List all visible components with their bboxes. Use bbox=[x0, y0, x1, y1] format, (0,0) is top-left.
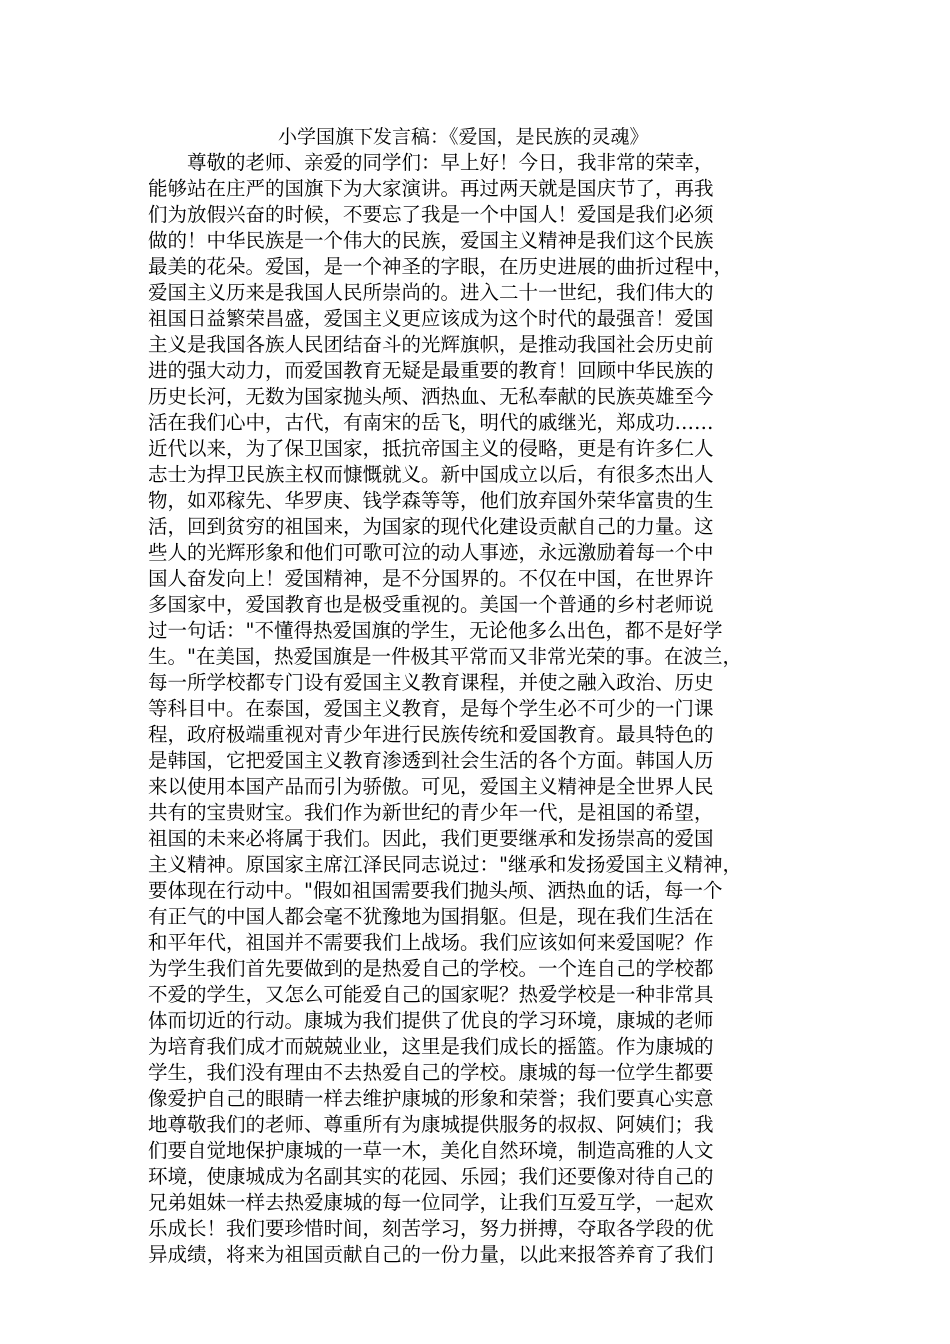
text-line: 尊敬的老师、亲爱的同学们：早上好！今日，我非常的荣幸， bbox=[187, 151, 714, 174]
text-line: 国人奋发向上！爱国精神，是不分国界的。不仅在中国，在世界许 bbox=[148, 567, 714, 590]
text-line: 来以使用本国产品而引为骄傲。可见，爱国主义精神是全世界人民 bbox=[148, 775, 714, 798]
text-line: 地尊敬我们的老师、尊重所有为康城提供服务的叔叔、阿姨们；我 bbox=[148, 1113, 714, 1136]
text-line: 能够站在庄严的国旗下为大家演讲。再过两天就是国庆节了，再我 bbox=[148, 177, 714, 200]
text-line: 像爱护自己的眼睛一样去维护康城的形象和荣誉；我们要真心实意 bbox=[148, 1087, 714, 1110]
text-line: 物，如邓稼先、华罗庚、钱学森等等，他们放弃国外荣华富贵的生 bbox=[148, 489, 714, 512]
text-line: 们要自觉地保护康城的一草一木，美化自然环境，制造高雅的人文 bbox=[148, 1139, 714, 1162]
text-line: 祖国日益繁荣昌盛，爱国主义更应该成为这个时代的最强音！爱国 bbox=[148, 307, 714, 330]
text-line: 等科目中。在泰国，爱国主义教育，是每个学生必不可少的一门课 bbox=[148, 697, 714, 720]
text-line: 生。"在美国，热爱国旗是一件极其平常而又非常光荣的事。在波兰， bbox=[148, 645, 742, 668]
text-line: 为学生我们首先要做到的是热爱自己的学校。一个连自己的学校都 bbox=[148, 957, 714, 980]
text-line: 环境，使康城成为名副其实的花园、乐园；我们还要像对待自己的 bbox=[148, 1165, 714, 1188]
text-line: 志士为捍卫民族主权而慷慨就义。新中国成立以后，有很多杰出人 bbox=[148, 463, 714, 486]
text-line: 过一句话："不懂得热爱国旗的学生，无论他多么出色，都不是好学 bbox=[148, 619, 723, 642]
document-body bbox=[148, 150, 800, 1268]
text-line: 近代以来，为了保卫国家，抵抗帝国主义的侵略，更是有许多仁人 bbox=[148, 437, 714, 460]
text-line: 是韩国，它把爱国主义教育渗透到社会生活的各个方面。韩国人历 bbox=[148, 749, 714, 772]
text-line: 异成绩，将来为祖国贡献自己的一份力量，以此来报答养育了我们 bbox=[148, 1243, 714, 1266]
text-line: 有正气的中国人都会毫不犹豫地为国捐躯。但是，现在我们生活在 bbox=[148, 905, 714, 928]
text-line: 爱国主义历来是我国人民所崇尚的。进入二十一世纪，我们伟大的 bbox=[148, 281, 714, 304]
text-line: 为培育我们成才而兢兢业业，这里是我们成长的摇篮。作为康城的 bbox=[148, 1035, 714, 1058]
text-line: 们为放假兴奋的时候，不要忘了我是一个中国人！爱国是我们必须 bbox=[148, 203, 714, 226]
text-line: 活，回到贫穷的祖国来，为国家的现代化建设贡献自己的力量。这 bbox=[148, 515, 714, 538]
text-line: 乐成长！我们要珍惜时间，刻苦学习，努力拼搏，夺取各学段的优 bbox=[148, 1217, 714, 1240]
text-line: 主义是我国各族人民团结奋斗的光辉旗帜，是推动我国社会历史前 bbox=[148, 333, 714, 356]
text-line: 兄弟姐妹一样去热爱康城的每一位同学，让我们互爱互学，一起欢 bbox=[148, 1191, 714, 1214]
text-line: 做的！中华民族是一个伟大的民族，爱国主义精神是我们这个民族 bbox=[148, 229, 714, 252]
text-line: 主义精神。原国家主席江泽民同志说过："继承和发扬爱国主义精神， bbox=[148, 853, 742, 876]
text-line: 些人的光辉形象和他们可歌可泣的动人事迹，永远激励着每一个中 bbox=[148, 541, 714, 564]
text-line: 最美的花朵。爱国，是一个神圣的字眼，在历史进展的曲折过程中， bbox=[148, 255, 734, 278]
text-line: 历史长河，无数为国家抛头颅、洒热血、无私奉献的民族英雄至今 bbox=[148, 385, 714, 408]
text-line: 和平年代，祖国并不需要我们上战场。我们应该如何来爱国呢？作 bbox=[148, 931, 714, 954]
text-line: 祖国的未来必将属于我们。因此，我们更要继承和发扬崇高的爱国 bbox=[148, 827, 714, 850]
document-page bbox=[148, 124, 800, 1268]
text-line: 每一所学校都专门设有爱国主义教育课程，并使之融入政治、历史 bbox=[148, 671, 714, 694]
text-line: 要体现在行动中。"假如祖国需要我们抛头颅、洒热血的话，每一个 bbox=[148, 879, 723, 902]
text-line: 进的强大动力，而爱国教育无疑是最重要的教育！回顾中华民族的 bbox=[148, 359, 714, 382]
text-line: 不爱的学生，又怎么可能爱自己的国家呢？热爱学校是一种非常具 bbox=[148, 983, 714, 1006]
text-line: 活在我们心中，古代，有南宋的岳飞，明代的戚继光，郑成功…… bbox=[148, 411, 714, 434]
text-line: 体而切近的行动。康城为我们提供了优良的学习环境，康城的老师 bbox=[148, 1009, 714, 1032]
text-line: 共有的宝贵财宝。我们作为新世纪的青少年一代，是祖国的希望， bbox=[148, 801, 714, 824]
text-line: 学生，我们没有理由不去热爱自己的学校。康城的每一位学生都要 bbox=[148, 1061, 714, 1084]
document-title: 小学国旗下发言稿：《爱国，是民族的灵魂》 bbox=[278, 126, 649, 148]
text-line: 程，政府极端重视对青少年进行民族传统和爱国教育。最具特色的 bbox=[148, 723, 714, 746]
text-line: 多国家中，爱国教育也是极受重视的。美国一个普通的乡村老师说 bbox=[148, 593, 714, 616]
